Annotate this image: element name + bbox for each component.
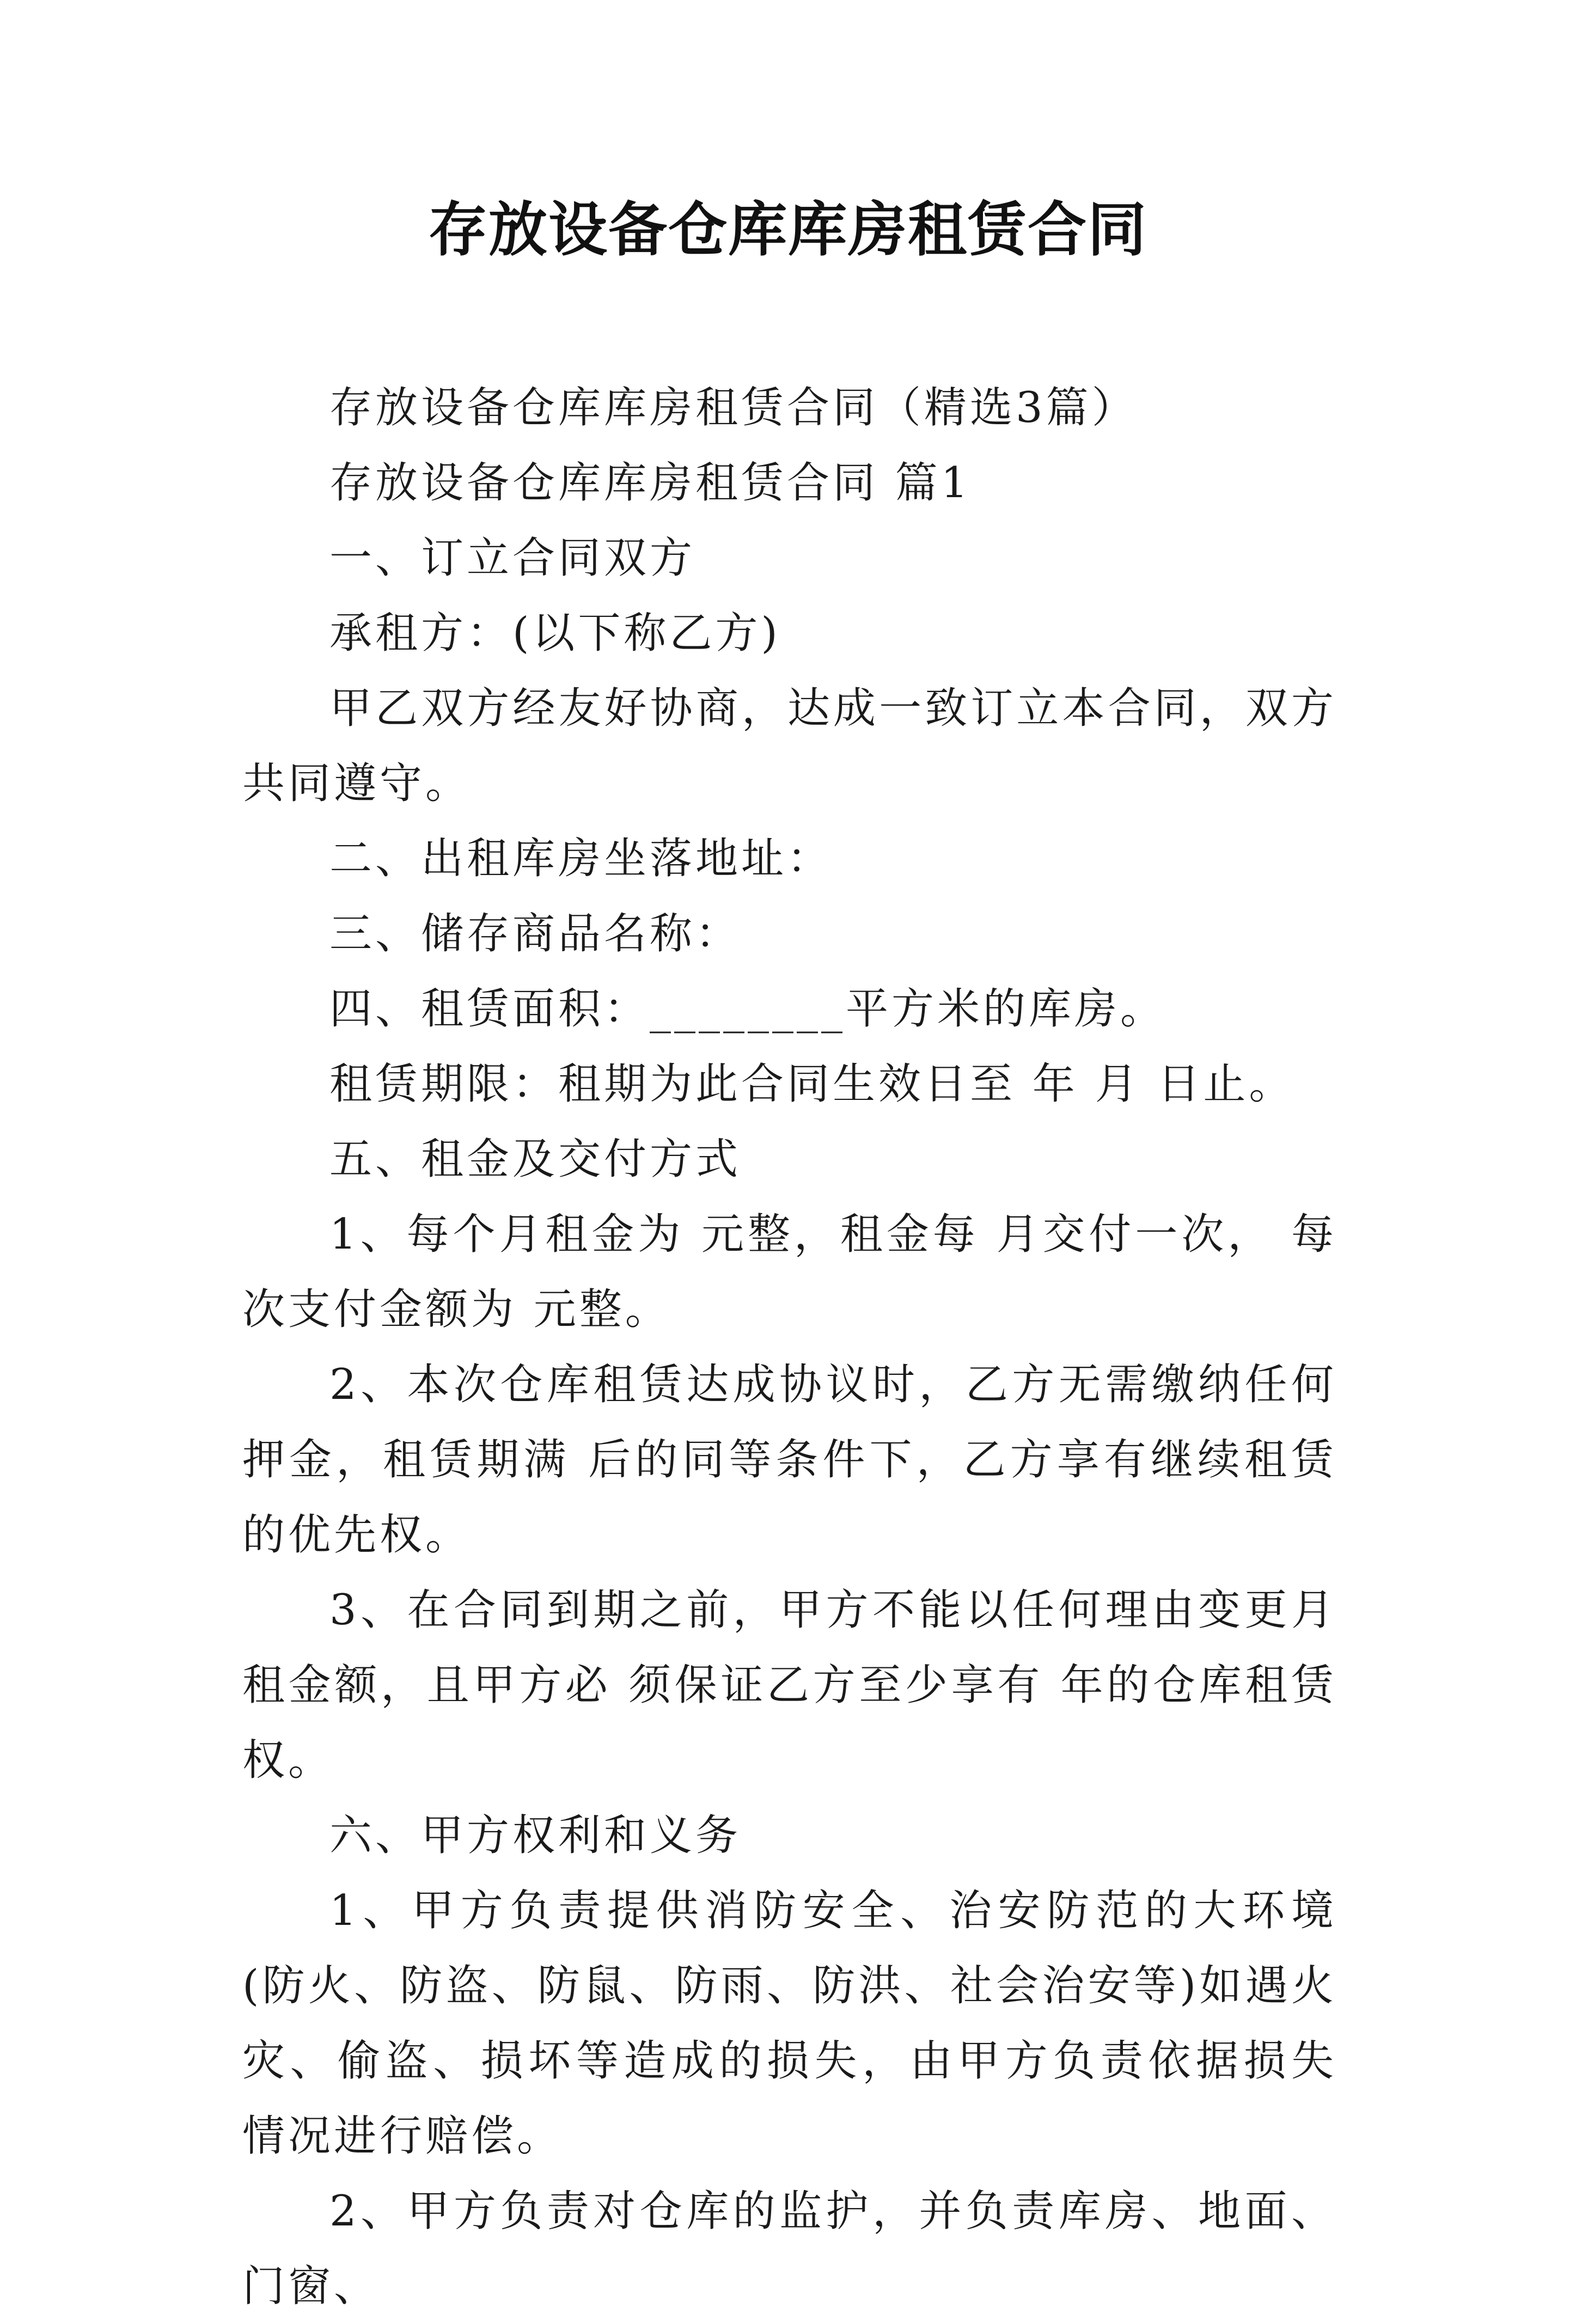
paragraph-section-1: 一、订立合同双方 bbox=[329, 534, 696, 583]
paragraph-section-3: 三、储存商品名称： bbox=[329, 909, 742, 958]
paragraph-lessee: 承租方：(以下称乙方) bbox=[329, 609, 781, 658]
document-body bbox=[242, 370, 1337, 2324]
paragraph-rent-3: 3、在合同到期之前，甲方不能以任何理由变更月租金额，且甲方必 须保证乙方至少享有 年的仓库租赁权。 bbox=[242, 1586, 1337, 1785]
paragraph-subtitle: 存放设备仓库库房租赁合同（精选3篇） bbox=[329, 383, 1138, 432]
paragraph-rent-2: 2、本次仓库租赁达成协议时，乙方无需缴纳任何押金，租赁期满 后的同等条件下，乙方享有继续租赁的优先权。 bbox=[242, 1360, 1337, 1559]
paragraph-section-2: 二、出租库房坐落地址： bbox=[329, 834, 833, 883]
paragraph-lessor-duty-1: 1、甲方负责提供消防安全、治安防范的大环境(防火、防盗、防鼠、防雨、防洪、社会治安等)如遇火灾、偷盗、损坏等造成的损失，由甲方负责依据损失情况进行赔偿。 bbox=[242, 1886, 1337, 2161]
paragraph-section-6: 六、甲方权利和义务 bbox=[329, 1811, 742, 1860]
paragraph-lease-term: 租赁期限：租期为此合同生效日至 年 月 日止。 bbox=[329, 1060, 1295, 1109]
paragraph-section-4: 四、租赁面积：________平方米的库房。 bbox=[329, 984, 1166, 1033]
paragraph-rent-1: 1、每个月租金为 元整，租金每 月交付一次， 每次支付金额为 元整。 bbox=[242, 1210, 1337, 1334]
paragraph-lessor-duty-2: 2、甲方负责对仓库的监护，并负责库房、地面、门窗、 bbox=[242, 2187, 1337, 2311]
paragraph-agreement: 甲乙双方经友好协商，达成一致订立本合同，双方共同遵守。 bbox=[242, 684, 1337, 808]
paragraph-part-heading: 存放设备仓库库房租赁合同 篇1 bbox=[329, 458, 972, 507]
paragraph-section-5: 五、租金及交付方式 bbox=[329, 1135, 742, 1184]
document-title: 存放设备仓库库房租赁合同 bbox=[428, 195, 1147, 264]
